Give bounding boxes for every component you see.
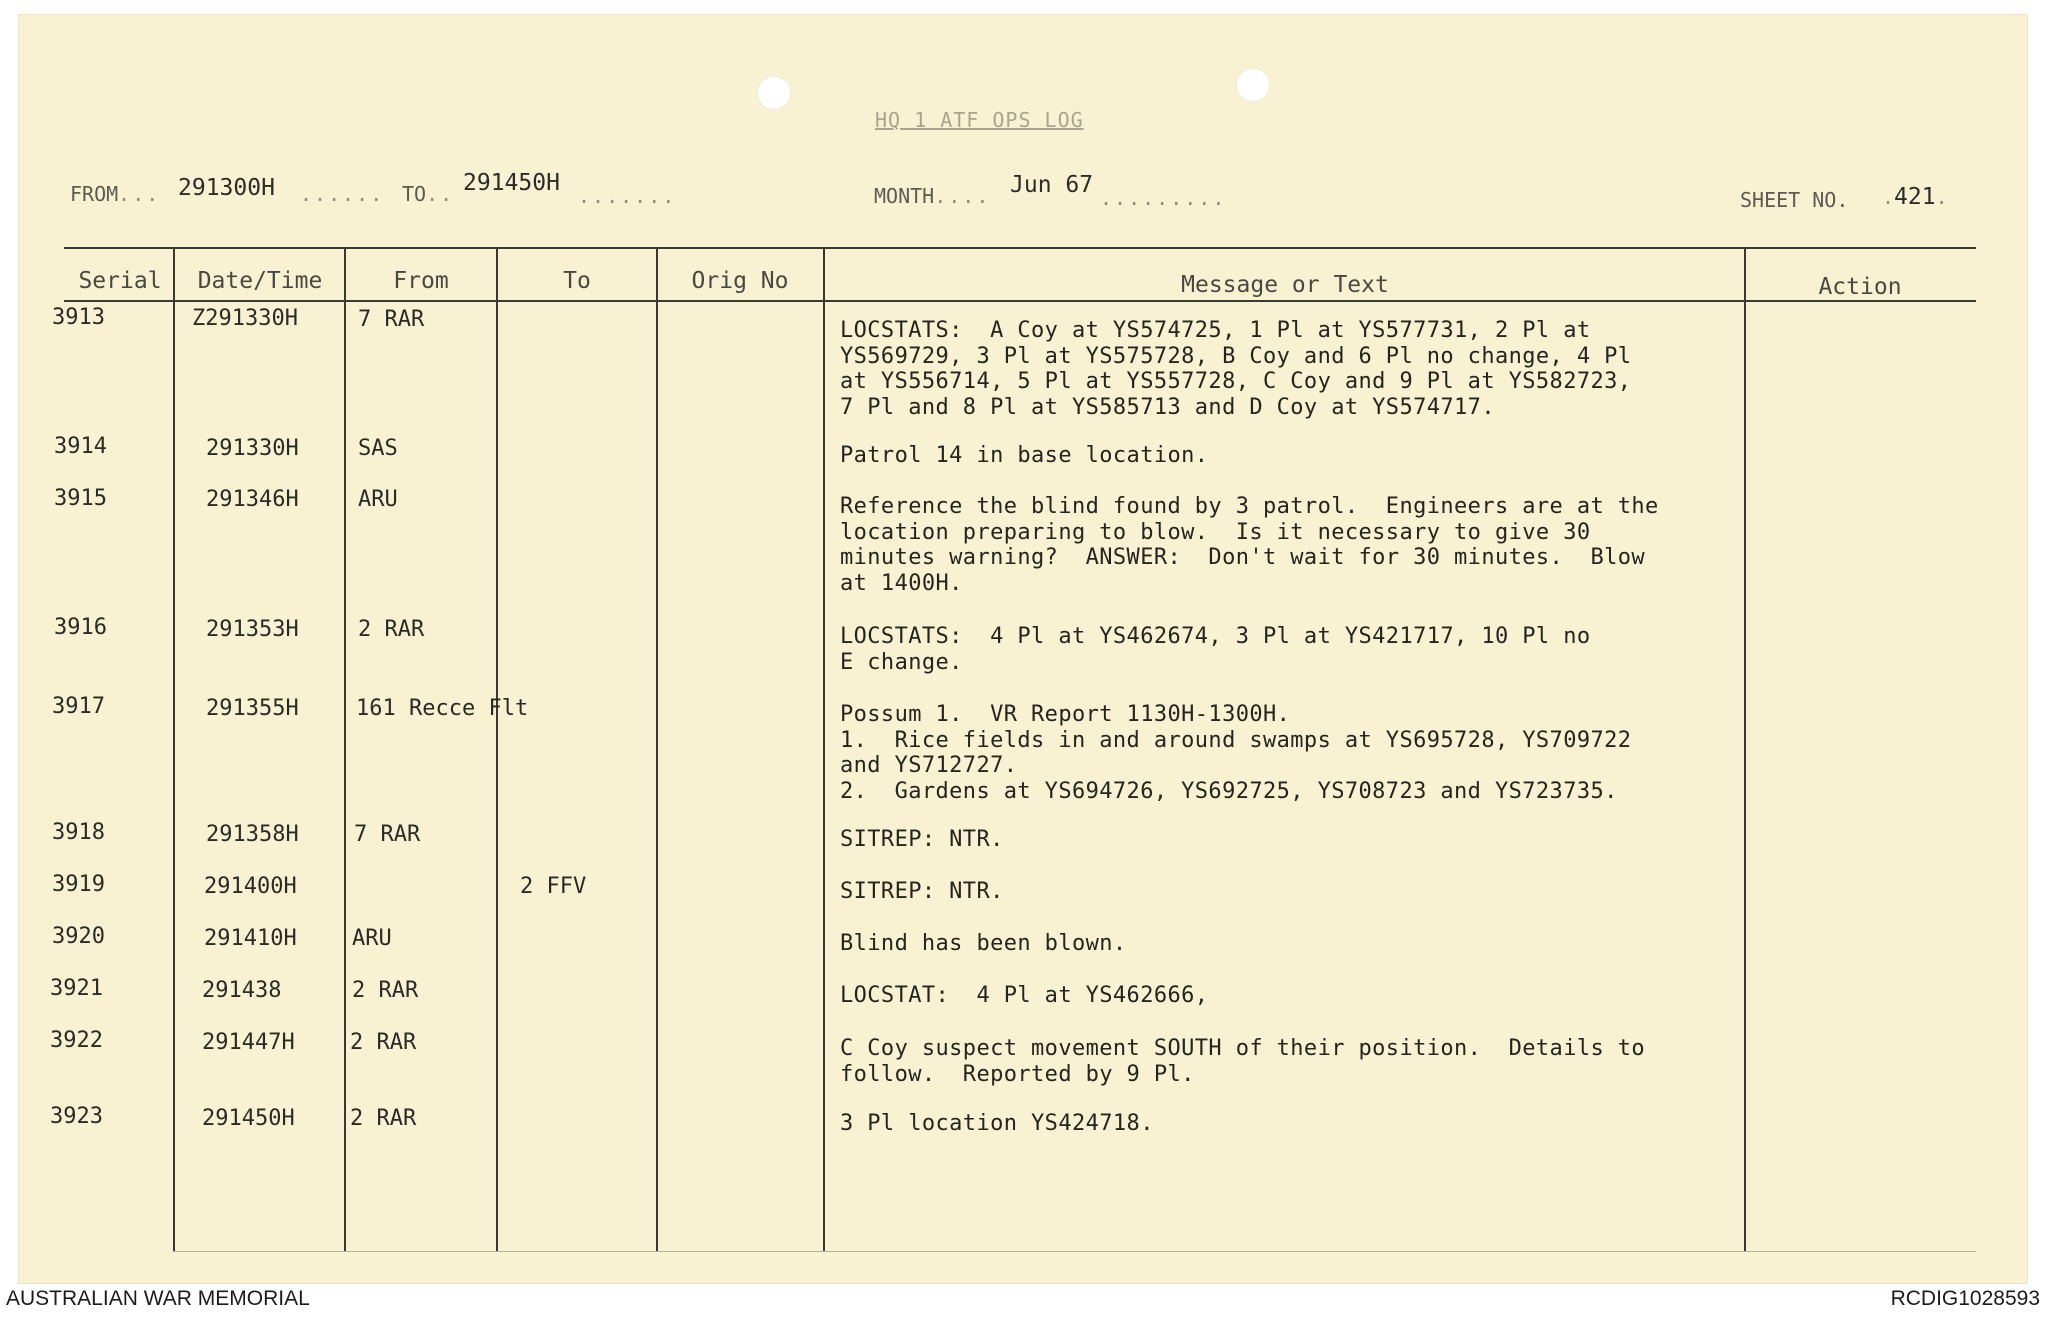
from-cell: 2 RAR <box>352 978 419 1003</box>
document-title: HQ 1 ATF OPS LOG <box>875 108 1084 132</box>
datetime-cell: 291355H <box>206 696 299 721</box>
serial-cell: 3916 <box>54 615 107 640</box>
message-cell: SITREP: NTR. <box>840 827 1004 852</box>
from-value: 291300H <box>178 175 275 201</box>
message-cell: LOCSTATS: 4 Pl at YS462674, 3 Pl at YS421717, 10 Pl no E change. <box>840 624 1591 675</box>
from-cell: ARU <box>358 487 398 512</box>
from-cell: SAS <box>358 436 398 461</box>
message-cell: C Coy suspect movement SOUTH of their position. Details to follow. Reported by 9 Pl. <box>840 1036 1646 1087</box>
datetime-cell: 291346H <box>206 487 299 512</box>
datetime-cell: Z291330H <box>192 306 298 331</box>
col-header-from: From <box>393 268 449 294</box>
serial-cell: 3920 <box>52 924 105 949</box>
col-header-serial: Serial <box>78 268 162 294</box>
serial-cell: 3918 <box>52 820 105 845</box>
col-header-datetime: Date/Time <box>197 268 323 294</box>
from-cell: 7 RAR <box>358 307 425 332</box>
col-divider-3 <box>496 249 498 1251</box>
col-divider-5 <box>823 249 825 1251</box>
serial-cell: 3922 <box>50 1028 103 1053</box>
col-header-action: Action <box>1818 274 1902 300</box>
table-bottom-rule <box>173 1251 1976 1252</box>
from-cell: 2 RAR <box>350 1106 417 1131</box>
footer-reference: RCDIG1028593 <box>1890 1287 2040 1310</box>
message-cell: Blind has been blown. <box>840 931 1127 956</box>
datetime-cell: 291438 <box>202 978 282 1003</box>
serial-cell: 3914 <box>54 434 107 459</box>
from-cell: 2 RAR <box>350 1030 417 1055</box>
col-divider-2 <box>344 249 346 1251</box>
col-header-message: Message or Text <box>1181 272 1389 298</box>
datetime-cell: 291330H <box>206 436 299 461</box>
serial-cell: 3919 <box>52 872 105 897</box>
col-header-to: To <box>563 268 591 294</box>
message-cell: Patrol 14 in base location. <box>840 443 1209 468</box>
punch-hole-left <box>757 76 791 110</box>
month-label: MONTH.... <box>874 184 991 208</box>
sheet-value: .421. <box>1882 184 1948 210</box>
table-header-rule <box>64 300 1976 302</box>
col-divider-6 <box>1744 249 1746 1251</box>
datetime-cell: 291447H <box>202 1030 295 1055</box>
message-cell: LOCSTAT: 4 Pl at YS462666, <box>840 983 1209 1008</box>
col-divider-1 <box>173 249 175 1251</box>
datetime-cell: 291400H <box>204 874 297 899</box>
from-label: FROM... <box>70 182 161 206</box>
message-cell: LOCSTATS: A Coy at YS574725, 1 Pl at YS577731, 2 Pl at YS569729, 3 Pl at YS575728, B Coy and 6 Pl no change, 4 Pl at YS556714, 5 Pl at YS557728, C Coy and 9 Pl at YS582723, 7 Pl and 8 Pl at YS585713 and D Coy at YS574717. <box>840 318 1632 420</box>
datetime-cell: 291353H <box>206 617 299 642</box>
to-label: TO.. <box>402 182 455 206</box>
col-divider-4 <box>656 249 658 1251</box>
from-cell: 2 RAR <box>358 617 425 642</box>
serial-cell: 3923 <box>50 1104 103 1129</box>
to-dots: ....... <box>578 184 677 208</box>
message-cell: Reference the blind found by 3 patrol. Engineers are at the location preparing to blow. Is it necessary to give 30 minutes warning? ANSWER: Don't wait for 30 minutes. Blow at 1400H. <box>840 494 1659 596</box>
month-dots: ......... <box>1100 186 1227 210</box>
footer-source: AUSTRALIAN WAR MEMORIAL <box>6 1287 310 1310</box>
serial-cell: 3913 <box>52 305 105 330</box>
serial-cell: 3917 <box>52 694 105 719</box>
message-cell: Possum 1. VR Report 1130H-1300H. 1. Rice fields in and around swamps at YS695728, YS709722 and YS712727. 2. Gardens at YS694726, YS692725, YS708723 and YS723735. <box>840 702 1632 804</box>
sheet-number: 421 <box>1894 184 1936 210</box>
serial-cell: 3915 <box>54 486 107 511</box>
datetime-cell: 291358H <box>206 822 299 847</box>
from-dots: ...... <box>300 182 385 206</box>
serial-cell: 3921 <box>50 976 103 1001</box>
datetime-cell: 291450H <box>202 1106 295 1131</box>
from-cell: ARU <box>352 926 392 951</box>
from-cell: 161 Recce Flt <box>356 696 529 721</box>
col-header-orig-no: Orig No <box>691 268 789 294</box>
from-cell: 7 RAR <box>354 822 421 847</box>
month-value: Jun 67 <box>1010 172 1094 198</box>
datetime-cell: 291410H <box>204 926 297 951</box>
message-cell: SITREP: NTR. <box>840 879 1004 904</box>
sheet-label: SHEET NO. <box>1740 188 1849 212</box>
table-top-rule <box>64 247 1976 249</box>
punch-hole-right <box>1236 68 1270 102</box>
message-cell: 3 Pl location YS424718. <box>840 1111 1154 1136</box>
to-value: 291450H <box>463 170 560 196</box>
to-cell: 2 FFV <box>520 874 587 899</box>
